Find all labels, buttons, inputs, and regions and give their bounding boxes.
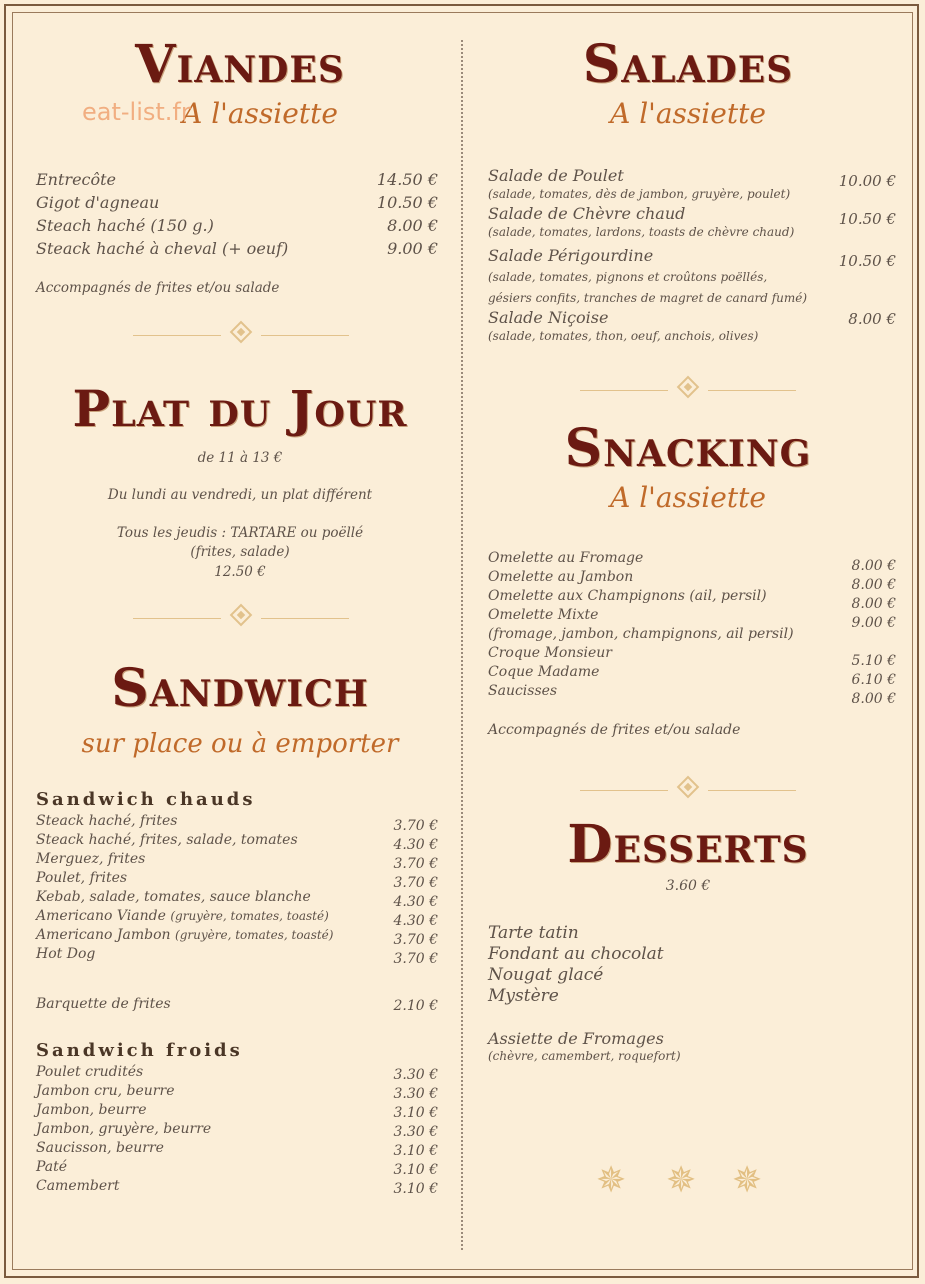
item-price: 9.00 € — [387, 239, 438, 258]
item-price: 3.10 € — [393, 1181, 438, 1197]
plat-hours: de 11 à 13 € — [197, 450, 283, 466]
menu-item — [36, 1082, 438, 1101]
item-price: 10.50 € — [376, 193, 438, 212]
item-price: 10.50 € — [838, 210, 896, 228]
fromages-detail: (chèvre, camembert, roquefort) — [488, 1049, 681, 1063]
plat-line3: (frites, salade) — [190, 544, 290, 560]
menu-item — [488, 246, 896, 308]
item-name: Poulet crudités — [36, 1064, 144, 1080]
sandwich-subtitle: sur place ou à emporter — [81, 729, 399, 759]
divider-ornament — [580, 785, 796, 797]
salades-title: Salades — [582, 34, 794, 95]
menu-item — [36, 237, 438, 260]
menu-item — [36, 812, 438, 834]
sparkle-ornament-icon: ✵ — [732, 1160, 763, 1201]
item-name: Steack haché, frites, salade, tomates — [36, 832, 298, 848]
item-name: Gigot d'agneau — [36, 193, 160, 212]
sparkle-ornament-icon: ✵ — [666, 1160, 697, 1201]
plat-price: 12.50 € — [214, 564, 266, 580]
item-detail: gésiers confits, tranches de magret de canard fumé) — [488, 291, 808, 305]
item-price: 8.00 € — [848, 310, 896, 328]
item-price: 3.30 € — [393, 1124, 438, 1140]
menu-item — [36, 888, 438, 910]
divider-ornament — [133, 613, 349, 625]
item-price: 10.50 € — [838, 252, 896, 270]
item-price: 3.70 € — [393, 856, 438, 872]
item-price: 8.00 € — [851, 558, 896, 574]
snacking-names — [488, 549, 794, 701]
menu-item — [36, 168, 438, 191]
item-name: Entrecôte — [36, 170, 117, 189]
item-price: 10.00 € — [838, 172, 896, 190]
menu-item — [36, 945, 438, 967]
sparkle-ornament-icon: ✵ — [596, 1160, 627, 1201]
item-detail: (salade, tomates, pignons et croûtons poëllés, — [488, 270, 768, 284]
dessert-item: Nougat glacé — [488, 965, 604, 985]
sandwich-froids-list — [36, 1063, 438, 1196]
item-detail: (gruyère, tomates, toasté) — [175, 928, 334, 942]
plat-line1: Du lundi au vendredi, un plat différent — [107, 487, 373, 503]
item-price: 3.10 € — [393, 1162, 438, 1178]
menu-item-name: Omelette au Fromage — [488, 550, 644, 566]
item-price: 6.10 € — [851, 672, 896, 688]
item-price: 3.70 € — [393, 951, 438, 967]
salades-list — [488, 166, 896, 348]
barquette-row — [36, 995, 438, 1014]
item-price: 14.50 € — [376, 170, 438, 189]
plat-line2: Tous les jeudis : TARTARE ou poëllé — [116, 525, 364, 541]
viandes-title: Viandes — [135, 34, 345, 95]
item-name: Hot Dog — [36, 946, 96, 962]
menu-item — [36, 1177, 438, 1196]
salades-subtitle: A l'assiette — [610, 97, 766, 130]
item-price: 5.10 € — [851, 653, 896, 669]
menu-item-name: Omelette Mixte — [488, 607, 599, 623]
menu-item — [36, 907, 438, 929]
menu-item — [36, 1063, 438, 1082]
menu-item-detail: (fromage, jambon, champignons, ail persil) — [488, 626, 794, 642]
item-name: Kebab, salade, tomates, sauce blanche — [36, 889, 311, 905]
plat-du-jour-title: Plat du Jour — [72, 379, 408, 438]
menu-item — [488, 166, 896, 204]
desserts-title: Desserts — [567, 814, 809, 875]
snacking-note: Accompagnés de frites et/ou salade — [488, 722, 741, 738]
item-name: Americano Jambon — [36, 927, 171, 943]
item-name: Jambon, beurre — [36, 1102, 147, 1118]
item-name: Jambon cru, beurre — [36, 1083, 175, 1099]
column-divider — [461, 40, 463, 1250]
item-price: 9.00 € — [851, 615, 896, 631]
item-name: Paté — [36, 1159, 68, 1175]
item-name: Steack haché, frites — [36, 813, 178, 829]
item-price: 4.30 € — [393, 837, 438, 853]
viandes-subtitle: A l'assiette — [182, 97, 338, 130]
menu-item — [36, 831, 438, 853]
sandwich-froids-heading: Sandwich froids — [36, 1040, 243, 1061]
item-name: Americano Viande — [36, 908, 166, 924]
divider-ornament — [580, 385, 796, 397]
item-price: 3.70 € — [393, 875, 438, 891]
item-name: Saucisson, beurre — [36, 1140, 164, 1156]
item-name: Poulet, frites — [36, 870, 128, 886]
item-detail: (salade, tomates, lardons, toasts de chèvre chaud) — [488, 225, 795, 239]
menu-item-name: Omelette aux Champignons (ail, persil) — [488, 588, 767, 604]
item-price: 4.30 € — [393, 894, 438, 910]
watermark-logo: eat-list.fr — [82, 98, 191, 126]
snacking-prices — [780, 557, 896, 709]
item-detail: (salade, tomates, thon, oeuf, anchois, olives) — [488, 329, 759, 343]
dessert-item: Tarte tatin — [488, 923, 579, 943]
item-name: Merguez, frites — [36, 851, 146, 867]
divider-ornament — [133, 330, 349, 342]
item-price: 3.30 € — [393, 1067, 438, 1083]
viandes-note: Accompagnés de frites et/ou salade — [36, 280, 280, 296]
item-price: 8.00 € — [387, 216, 438, 235]
item-price: 3.70 € — [393, 818, 438, 834]
sandwich-chauds-heading: Sandwich chauds — [36, 789, 256, 810]
dessert-item: Fondant au chocolat — [488, 944, 664, 964]
menu-item-name: Croque Monsieur — [488, 645, 612, 661]
item-name: Barquette de frites — [36, 996, 171, 1012]
menu-item — [36, 1101, 438, 1120]
viandes-list — [36, 168, 438, 260]
item-name: Steack haché à cheval (+ oeuf) — [36, 239, 289, 258]
item-detail: (gruyère, tomates, toasté) — [170, 909, 329, 923]
item-price: 3.10 € — [393, 1105, 438, 1121]
menu-item — [36, 191, 438, 214]
desserts-list — [488, 923, 664, 1007]
item-price: 2.10 € — [393, 998, 438, 1014]
menu-item — [36, 869, 438, 891]
menu-item — [36, 926, 438, 948]
desserts-price: 3.60 € — [665, 878, 711, 894]
snacking-title: Snacking — [564, 418, 812, 479]
item-name: Salade Niçoise — [488, 308, 609, 327]
sandwich-chauds-list — [36, 812, 438, 967]
item-name: Camembert — [36, 1178, 120, 1194]
item-price: 8.00 € — [851, 596, 896, 612]
menu-item — [36, 1158, 438, 1177]
price-spacer — [780, 633, 896, 652]
item-price: 4.30 € — [393, 913, 438, 929]
item-price: 3.10 € — [393, 1143, 438, 1159]
sandwich-title: Sandwich — [111, 658, 369, 719]
item-name: Salade de Poulet — [488, 166, 624, 185]
menu-item — [488, 204, 896, 246]
item-detail: (salade, tomates, dès de jambon, gruyère, poulet) — [488, 187, 791, 201]
fromages-item: Assiette de Fromages — [488, 1029, 664, 1048]
menu-item-name: Saucisses — [488, 683, 558, 699]
item-name: Salade Périgourdine — [488, 246, 654, 265]
item-name: Jambon, gruyère, beurre — [36, 1121, 212, 1137]
menu-item — [36, 214, 438, 237]
menu-item-name: Omelette au Jambon — [488, 569, 634, 585]
dessert-item: Mystère — [488, 986, 559, 1006]
menu-item — [36, 1139, 438, 1158]
item-price: 8.00 € — [851, 691, 896, 707]
item-price: 3.70 € — [393, 932, 438, 948]
item-price: 3.30 € — [393, 1086, 438, 1102]
menu-item — [488, 308, 896, 348]
menu-item — [36, 1120, 438, 1139]
item-price: 8.00 € — [851, 577, 896, 593]
snacking-subtitle: A l'assiette — [610, 481, 766, 514]
menu-item-name: Coque Madame — [488, 664, 600, 680]
menu-item — [36, 850, 438, 872]
item-name: Salade de Chèvre chaud — [488, 204, 686, 223]
item-name: Steach haché (150 g.) — [36, 216, 214, 235]
